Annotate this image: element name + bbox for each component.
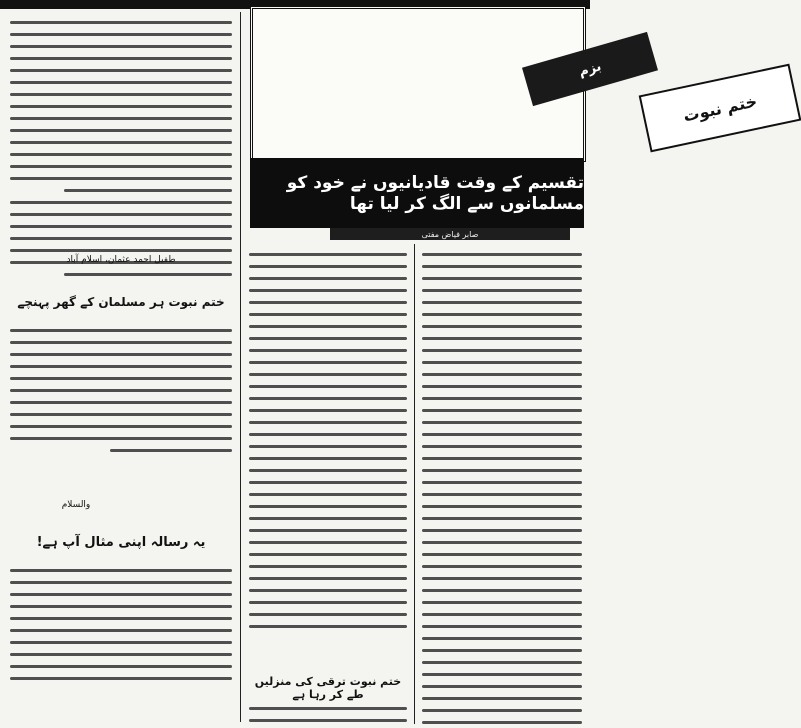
text-block [6,21,236,276]
logo-tag-2: ختم نبوت [639,64,801,153]
column-divider [240,12,241,722]
main-headline: تقسیم کے وقت قادیانیوں نے خود کو مسلمانوں سے الگ کر لیا تھا [250,158,584,228]
right-column [418,244,586,724]
column-logo [250,6,759,162]
bottom-subhead: ختم نبوت ترقی کی منزلیں طے کر رہا ہے [254,675,402,701]
middle-column-bottom [245,698,411,724]
logo-tag: بزم [522,32,658,106]
left-column-text-3 [6,560,236,720]
section-headline: یہ رسالہ اپنی مثال آپ ہے! [36,535,206,550]
article-credit: طفیل احمد عثمان، اسلام آباد [66,255,176,265]
byline: صابر فیاض مفتی [330,228,570,240]
signoff: والسلام [61,500,91,510]
section-subhead: ختم نبوت ہر مسلمان کے گھر پہنچے [17,295,225,309]
column-divider-2 [414,244,415,724]
left-column-text-2 [6,320,236,520]
middle-column [245,244,411,644]
